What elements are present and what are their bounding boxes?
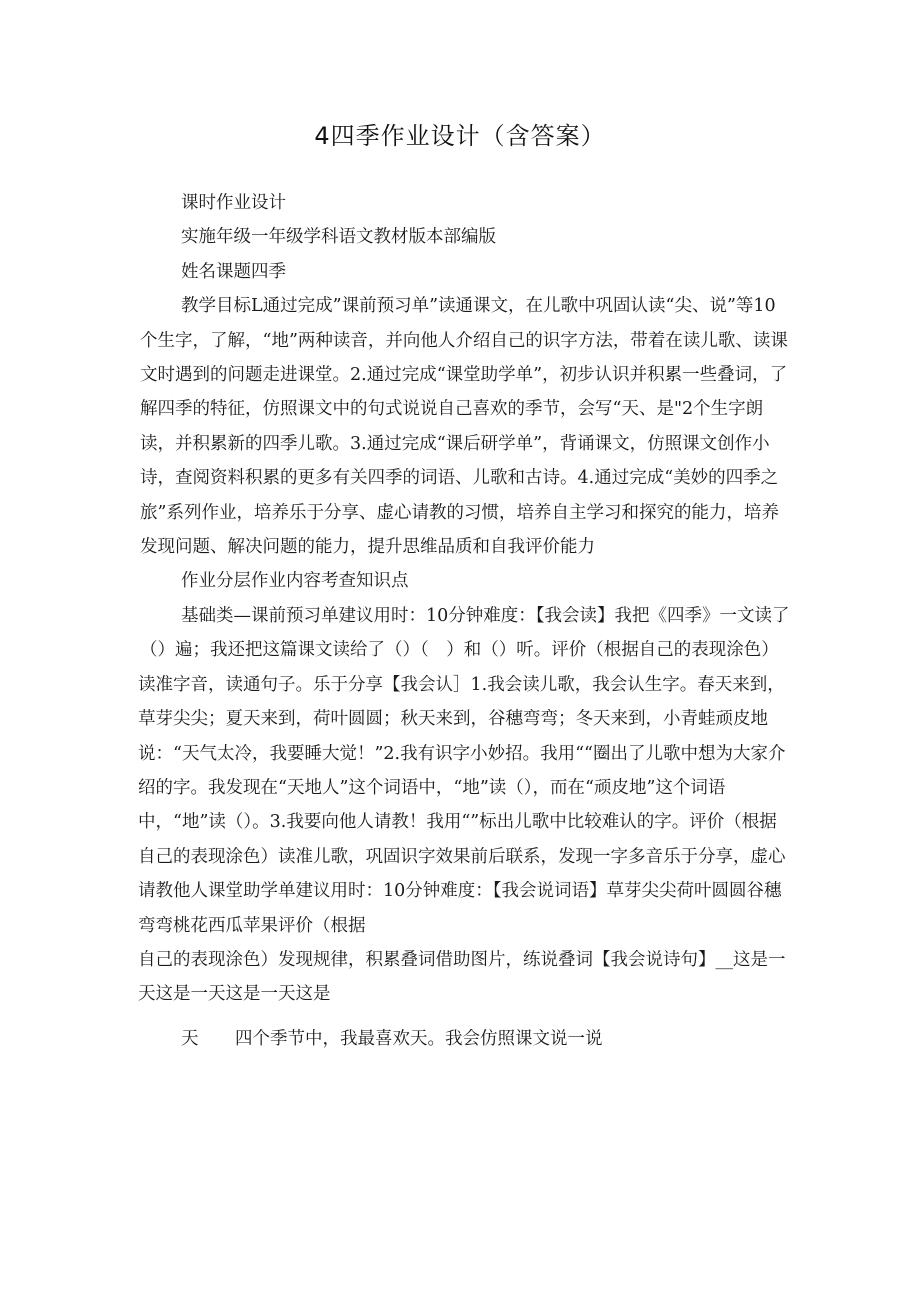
- paragraph-favorite-season: [140, 1022, 790, 1056]
- paragraph-homework-layers: 作业分层作业内容考查知识点: [181, 571, 409, 592]
- paragraph-teaching-goals: 教学目标L通过完成”课前预习单”读通课文，在儿歌中巩固认读“尖、说”等10个生字，了解，“地”两种读音，并向他人介绍自己的识字方法，带着在读儿歌、读课文时遇到的问题走进课堂。2.通过完成“课堂助学单”，初步认识并积累一些叠词，了解四季的特征，仿照课文中的句式说说自己喜欢的季节，会写“天、是"2个生字朗读，并积累新的四季儿歌。3.通过完成“课后研学单”，背诵课文，仿照课文创作小诗，查阅资料积累的更多有关四季的词语、儿歌和古诗。4.通过完成“美妙的四季之旅”系列作业，培养乐于分享、虚心请教的习惯，培养自主学习和探究的能力，培养发现问题、解决问题的能力，提升思维品质和自我评价能力: [140, 296, 788, 558]
- document-body: [140, 186, 790, 1056]
- paragraph-recognize-words: 读准字音，读通句子。乐于分享【我会认］1.我会读儿歌，我会认生字。春天来到，草芽尖尖；夏天来到，荷叶圆圆；秋天来到，谷穗弯弯；冬天来到，小青蛙顽皮地说：“天气太冷，我要睡大觉！”2.我有识字小妙招。我用““圈出了儿歌中想为大家介绍的字。我发现在“天地人”这个词语中，“地”读（），而在“顽皮地”这个词语中，“地”读（）。3.我要向他人请教！我用“”标出儿歌中比较难认的字。评价（根据自己的表现涂色）读准儿歌，巩固识字效果前后联系，发现一字多音乐于分享，虚心请教他人课堂助学单建议用时：10分钟难度：【我会说词语】草芽尖尖荷叶圆圆谷穗弯弯桃花西瓜苹果评价（根据: [138, 674, 786, 936]
- season-blank-label: 天: [181, 1028, 199, 1049]
- paragraph-grade-subject: 实施年级一年级学科语文教材版本部编版: [181, 227, 496, 248]
- paragraph-preview-sheet: 基础类—课前预习单建议用时：10分钟难度：【我会读】我把《四季》一文读了（）遍；我还把这篇课文读给了（）（ ）和（）听。评价（根据自己的表现涂色）: [140, 605, 790, 661]
- paragraph-course-design: 课时作业设计: [181, 193, 286, 213]
- paragraph-name-topic: 姓名课题四季: [181, 261, 286, 282]
- document-title: 4四季作业设计（含答案）: [314, 122, 606, 150]
- favorite-season-text: 四个季节中，我最喜欢天。我会仿照课文说一说: [235, 1028, 603, 1049]
- paragraph-say-poems: 自己的表现涂色）发现规律，积累叠词借助图片，练说叠词【我会说诗句】__这是一天这是一天这是一天这是: [138, 949, 786, 1005]
